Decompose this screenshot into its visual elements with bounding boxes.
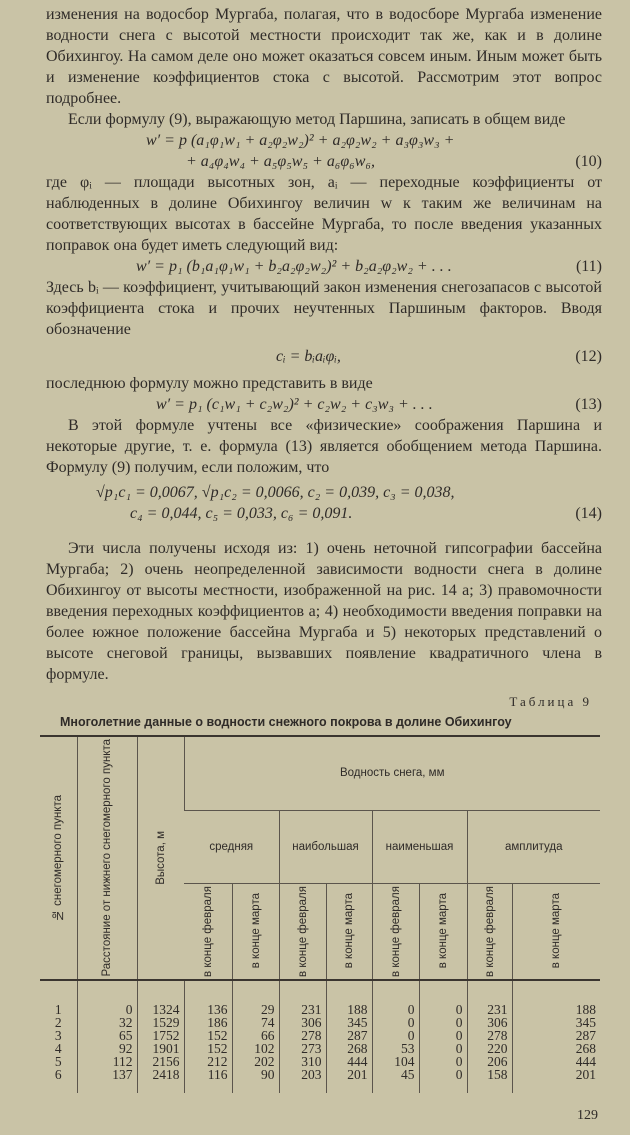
header-group-amplitude: амплитуда — [467, 810, 600, 883]
table-cell: 220 — [487, 1040, 508, 1056]
table-column-cell — [279, 980, 326, 1093]
table-cell: 32 — [119, 1014, 133, 1030]
header-feb: в конце февраля — [296, 885, 309, 977]
table-cell: 152 — [207, 1027, 228, 1043]
table-cell: 3 — [54, 1027, 62, 1043]
table-cell: 0 — [125, 1001, 133, 1017]
table-cell: 90 — [261, 1066, 275, 1082]
table-cell: 306 — [301, 1014, 322, 1030]
formula-14-expr1: √p₁c₁ = 0,0067, √p₁c₂ = 0,0066, c₂ = 0,039, c₃ = 0,038, — [96, 484, 455, 501]
table-column-cell — [40, 980, 77, 1093]
table-cell: 268 — [347, 1040, 368, 1056]
table-cell: 53 — [401, 1040, 415, 1056]
table-column-cell — [184, 980, 232, 1093]
table-label: Таблица 9 — [509, 694, 592, 709]
formula-13 — [46, 394, 602, 415]
table-cell: 278 — [487, 1027, 508, 1043]
header-group-min: наименьшая — [372, 810, 467, 883]
header-mar: в конце марта — [437, 893, 449, 969]
header-mar: в конце марта — [550, 893, 563, 969]
formula-10-line2 — [46, 151, 602, 172]
table-cell: 1901 — [152, 1040, 180, 1056]
table-cell: 0 — [455, 1014, 463, 1030]
formula-14-expr2: c₄ = 0,044, c₅ = 0,033, c₆ = 0,091. — [130, 505, 353, 522]
formula-11-expr: w′ = p₁ (b₁a₁φ₁w₁ + b₂a₂φ₂w₂)² + b₂a₂φ₂w₂ + . . . — [136, 258, 452, 275]
table-cell: 2418 — [152, 1066, 180, 1082]
header-feb: в конце февраля — [201, 885, 214, 977]
table-cell: 0 — [455, 1053, 463, 1069]
table-cell: 278 — [301, 1027, 322, 1043]
table-title: Многолетние данные о водности снежного покрова в долине Обихингоу — [60, 715, 512, 729]
table-column-cell — [419, 980, 467, 1093]
table-column-cell — [372, 980, 419, 1093]
table-cell: 268 — [575, 1040, 596, 1056]
table-cell: 104 — [394, 1053, 415, 1069]
table-cell: 273 — [301, 1040, 322, 1056]
header-group-mean: средняя — [184, 810, 279, 883]
table-cell: 287 — [575, 1027, 596, 1043]
formula-13-expr: w′ = p₁ (c₁w₁ + c₂w₂)² + c₂w₂ + c₃w₃ + . . . — [156, 396, 433, 413]
table-cell: 188 — [575, 1001, 596, 1017]
table-cell: 29 — [261, 1001, 275, 1017]
table-cell: 0 — [455, 1040, 463, 1056]
header-mar: в конце марта — [343, 893, 355, 969]
formula-12-expr: cᵢ = bᵢaᵢφᵢ, — [276, 348, 341, 365]
table-cell: 0 — [455, 1001, 463, 1017]
formula-14-number: (14) — [575, 505, 602, 522]
table-cell: 0 — [455, 1066, 463, 1082]
table-cell: 0 — [407, 1001, 415, 1017]
formula-12 — [46, 346, 602, 367]
header-point: № снегомерного пункта — [52, 794, 65, 921]
formula-10-expr2: + a₄φ₄w₄ + a₅φ₅w₅ + a₆φ₆w₆, — [186, 153, 376, 170]
paragraph-2: Если формулу (9), выражающую метод Паршина, записать в общем виде — [68, 111, 566, 128]
header-feb: в конце февраля — [483, 885, 496, 977]
table-cell: 0 — [407, 1014, 415, 1030]
table-cell: 0 — [455, 1027, 463, 1043]
table-cell: 212 — [207, 1053, 228, 1069]
table-column-cell — [232, 980, 279, 1093]
table-cell: 65 — [119, 1027, 133, 1043]
formula-14-line1 — [46, 482, 602, 503]
formula-11-number: (11) — [575, 258, 602, 275]
table-cell: 1324 — [152, 1001, 180, 1017]
table-cell: 45 — [401, 1066, 415, 1082]
table-cell: 92 — [119, 1040, 133, 1056]
table-cell: 306 — [487, 1014, 508, 1030]
table-cell: 345 — [575, 1014, 596, 1030]
table-cell: 112 — [112, 1053, 133, 1069]
paragraph-6: В этой формуле учтены все «физические» соображения Паршина и некоторые другие, т. е. формула (13) является обобщением метода Паршина. Формулу (9) получим, если положим, что — [46, 417, 602, 476]
table-cell: 2156 — [152, 1053, 180, 1069]
header-distance: Расстояние от нижнего снегомерного пункта — [101, 739, 113, 977]
snow-data-table — [40, 735, 600, 1093]
table-cell: 102 — [254, 1040, 275, 1056]
paragraph-4: Здесь bᵢ — коэффициент, учитывающий закон изменения снегозапасов с высотой коэффициента стока и прочих неучтенных Паршиным факторов. Вводя обозначение — [46, 279, 602, 338]
table-data-row — [40, 980, 600, 1093]
table-cell: 1 — [54, 1001, 62, 1017]
table-cell: 287 — [347, 1027, 368, 1043]
formula-11 — [46, 256, 602, 277]
table-column-cell — [467, 980, 512, 1093]
table-cell: 206 — [487, 1053, 508, 1069]
paragraph-1: изменения на водосбор Мургаба, полагая, что в водосборе Мургаба изменение водности снега с высотой местности происходит так же, как и в долине Обихингоу. На самом деле оно может оказаться совсем иным. Иным может быть и изменение коэффициентов стока с высотой. Рассмотрим этот вопрос подробнее. — [46, 6, 602, 107]
table-cell: 310 — [301, 1053, 322, 1069]
table-cell: 231 — [301, 1001, 322, 1017]
formula-10-line1 — [46, 130, 602, 151]
table-column-cell — [77, 980, 137, 1093]
header-snow-water: Водность снега, мм — [184, 736, 600, 810]
table-column-cell — [326, 980, 372, 1093]
table-cell: 158 — [487, 1066, 508, 1082]
table-cell: 201 — [347, 1066, 368, 1082]
table-cell: 231 — [487, 1001, 508, 1017]
formula-10-expr1: w′ = p (a₁φ₁w₁ + a₂φ₂w₂)² + a₂φ₂w₂ + a₃φ₃w₃ + — [146, 132, 455, 149]
table-cell: 2 — [54, 1014, 62, 1030]
page-body — [46, 0, 602, 1135]
table-cell: 136 — [207, 1001, 228, 1017]
table-cell: 1529 — [152, 1014, 180, 1030]
table-cell: 74 — [261, 1014, 275, 1030]
table-cell: 201 — [575, 1066, 596, 1082]
table-cell: 202 — [254, 1053, 275, 1069]
formula-14-line2 — [46, 503, 602, 524]
table-cell: 0 — [407, 1027, 415, 1043]
table-cell: 4 — [54, 1040, 62, 1056]
table-cell: 203 — [301, 1066, 322, 1082]
table-cell: 1752 — [152, 1027, 180, 1043]
table-cell: 186 — [207, 1014, 228, 1030]
paragraph-5: последнюю формулу можно представить в виде — [46, 375, 373, 392]
formula-10-number: (10) — [575, 153, 602, 170]
table-cell: 152 — [207, 1040, 228, 1056]
header-group-max: наибольшая — [279, 810, 372, 883]
table-cell: 444 — [575, 1053, 596, 1069]
table-column-cell — [512, 980, 600, 1093]
formula-12-number: (12) — [575, 348, 602, 365]
header-mar: в конце марта — [249, 893, 262, 969]
table-cell: 345 — [347, 1014, 368, 1030]
header-feb: в конце февраля — [389, 885, 402, 977]
formula-13-number: (13) — [575, 396, 602, 413]
table-column-cell — [137, 980, 184, 1093]
table-cell: 116 — [207, 1066, 228, 1082]
paragraph-3: где φᵢ — площади высотных зон, aᵢ — переходные коэффициенты от наблюденных в долине Обихингоу величин w к таким же величинам на соответствующих высотах в бассейне Мургаба, то после введения указанных поправок она будет иметь следующий вид: — [46, 174, 602, 254]
table-cell: 137 — [112, 1066, 133, 1082]
page-number: 129 — [577, 1107, 598, 1123]
header-height: Высота, м — [154, 830, 167, 885]
table-cell: 66 — [261, 1027, 275, 1043]
table-cell: 444 — [347, 1053, 368, 1069]
table-cell: 6 — [54, 1066, 62, 1082]
table-cell: 188 — [347, 1001, 368, 1017]
paragraph-7: Эти числа получены исходя из: 1) очень неточной гипсографии бассейна Мургаба; 2) очень неопределенной зависимости водности снега в долине Обихингоу от высоты местности, изображенной на рис. 14 а; 3) правомочности введения переходных коэффициентов a; 4) необходимости введения поправки на более южное положение бассейна Мургаба и 5) некоторых представлений о высоте снеговой границы, вызвавших появление квадратичного члена в формуле. — [46, 540, 602, 683]
table-cell: 5 — [54, 1053, 62, 1069]
